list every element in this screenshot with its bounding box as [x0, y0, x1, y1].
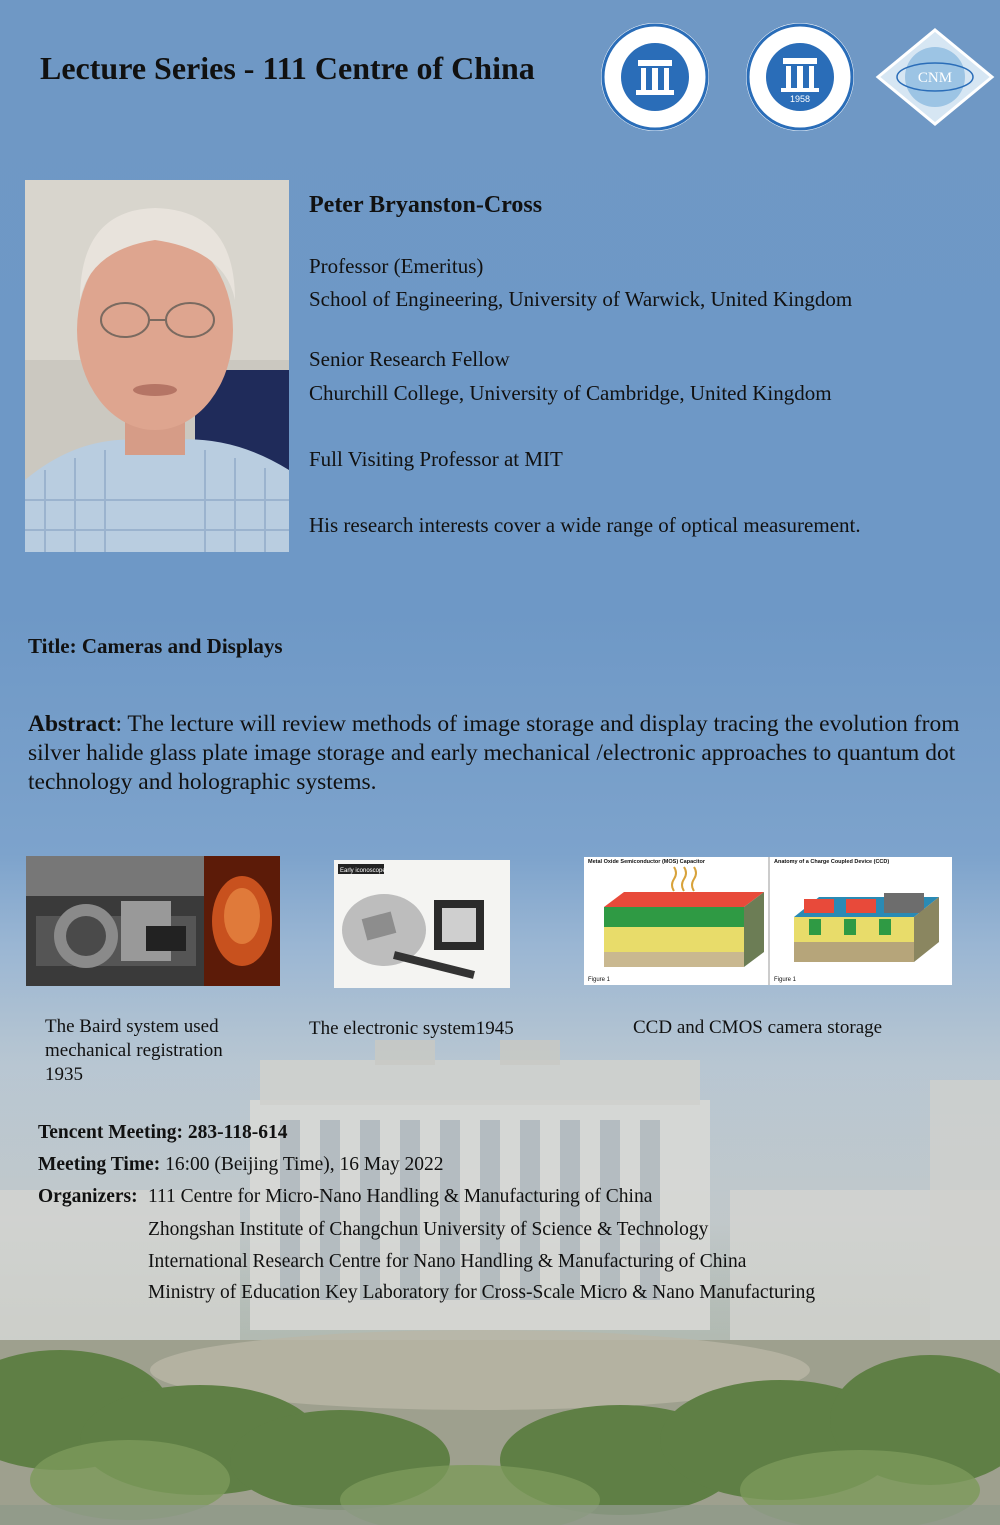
caption-baird-line1: The Baird system used [45, 1016, 219, 1037]
speaker-research-interests: His research interests cover a wide range of optical measurement. [309, 513, 861, 537]
abstract-text: : The lecture will review methods of image storage and display tracing the evolution from silver halide glass plate image storage and early mechanical /electronic approaches to quantum dot technology and holographic systems. [28, 711, 960, 795]
organizer-item: Zhongshan Institute of Changchun University of Science & Technology [148, 1219, 709, 1240]
talk-abstract [28, 710, 973, 797]
organizer-item: 111 Centre for Micro-Nano Handling & Manufacturing of China [148, 1186, 653, 1207]
caption-ccd-cmos: CCD and CMOS camera storage [633, 1017, 883, 1038]
seal-year: 1958 [789, 94, 811, 104]
ccd-figure-label: Figure 1 [774, 977, 797, 983]
organizer-item: Ministry of Education Key Laboratory for Cross-Scale Micro & Nano Manufacturing [148, 1282, 816, 1303]
figure-baird-system [26, 856, 280, 986]
organizers-label [38, 1186, 138, 1208]
mos-figure-label: Figure 1 [588, 977, 611, 983]
speaker-portrait [25, 180, 289, 552]
talk-title: Title: Cameras and Displays [28, 634, 283, 658]
cnm-logo-text: CNM [917, 70, 953, 86]
figure-ccd-cmos-diagrams [584, 857, 952, 985]
mos-diagram-title: Metal Oxide Semiconductor (MOS) Capacitor [588, 859, 706, 865]
speaker-name: Peter Bryanston-Cross [309, 192, 543, 218]
ccd-diagram-title: Anatomy of a Charge Coupled Device (CCD) [774, 859, 890, 865]
figure-electronic-system [334, 860, 510, 988]
caption-electronic-system: The electronic system1945 [309, 1018, 514, 1039]
speaker-role-fellow: Senior Research Fellow [309, 347, 510, 371]
meeting-id-label: Tencent Meeting: [38, 1122, 183, 1143]
meeting-time-row [38, 1154, 444, 1176]
speaker-affiliation-cambridge: Churchill College, University of Cambridge, United Kingdom [309, 381, 832, 405]
caption-baird-line3: 1935 [45, 1064, 83, 1085]
organizer-item: International Research Centre for Nano Handling & Manufacturing of China [148, 1251, 747, 1272]
meeting-id-row [38, 1122, 288, 1144]
logo-group [600, 22, 1000, 132]
meeting-id-value: 283-118-614 [187, 1122, 288, 1143]
caption-baird-line2: mechanical registration [45, 1040, 223, 1061]
changchun-university-seal-icon [746, 23, 854, 131]
speaker-affiliation-warwick: School of Engineering, University of Warwick, United Kingdom [309, 287, 853, 311]
zhongshan-institute-seal-icon [601, 23, 709, 131]
speaker-role-mit: Full Visiting Professor at MIT [309, 447, 563, 471]
meeting-time-value: 16:00 (Beijing Time), 16 May 2022 [165, 1154, 444, 1175]
abstract-label: Abstract [28, 711, 116, 737]
organizers-label-text: Organizers: [38, 1186, 138, 1207]
page-title: Lecture Series - 111 Centre of China [40, 50, 535, 86]
speaker-role-professor: Professor (Emeritus) [309, 254, 484, 278]
inset-label: Early iconoscope [340, 868, 386, 874]
cnm-logo-icon [878, 30, 992, 124]
meeting-time-label: Meeting Time: [38, 1154, 161, 1175]
